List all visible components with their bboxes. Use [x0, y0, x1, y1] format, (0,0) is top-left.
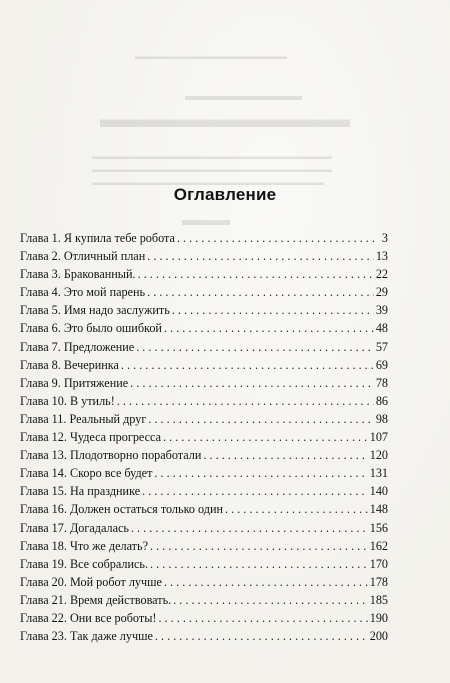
toc-entry-title: Глава 16. Должен остаться только один — [20, 502, 224, 517]
toc-leader-dots — [142, 482, 368, 500]
show-through-line: ▬▬▬▬▬▬▬▬▬▬▬▬▬▬▬▬▬▬▬▬▬▬▬▬▬▬▬▬▬ — [92, 178, 324, 187]
toc-entry-title: Глава 12. Чудеса прогресса — [20, 430, 162, 445]
toc-entry — [20, 482, 388, 500]
toc-entry — [20, 319, 388, 337]
toc-leader-dots — [147, 247, 374, 265]
toc-entry — [20, 356, 388, 374]
toc-leader-dots — [131, 519, 368, 537]
toc-entry-page: 156 — [369, 520, 388, 535]
toc-entry-title: Глава 11. Реальный друг — [20, 411, 147, 426]
toc-leader-dots — [177, 229, 376, 247]
toc-leader-dots — [158, 609, 367, 627]
toc-leader-dots — [164, 319, 374, 337]
toc-entry-title: Глава 7. Предложение — [20, 339, 135, 354]
toc-entry-title: Глава 3. Бракованный. — [20, 267, 136, 282]
toc-entry-page: 78 — [375, 375, 388, 390]
toc-leader-dots — [150, 555, 368, 573]
toc-entry — [20, 283, 388, 301]
toc-leader-dots — [148, 410, 373, 428]
toc-leader-dots — [117, 392, 374, 410]
toc-leader-dots — [121, 356, 374, 374]
toc-entry-title: Глава 6. Это было ошибкой — [20, 321, 162, 336]
toc-leader-dots — [172, 301, 374, 319]
show-through-line: ▬▬▬▬▬▬▬▬▬ — [185, 88, 302, 103]
toc-entry-page: 120 — [369, 448, 388, 463]
toc-entry-page: 190 — [369, 610, 388, 625]
toc-entry-page: 200 — [369, 629, 388, 644]
toc-entry — [20, 247, 388, 265]
toc-leader-dots — [154, 464, 367, 482]
toc-entry-page: 22 — [375, 267, 388, 282]
toc-entry — [20, 591, 388, 609]
toc-entry-page: 48 — [375, 321, 388, 336]
table-of-contents — [20, 229, 388, 645]
toc-entry-title: Глава 8. Вечеринка — [20, 357, 119, 372]
show-through-line: ▬▬▬ — [182, 212, 230, 229]
toc-entry-title: Глава 15. На празднике — [20, 484, 141, 499]
toc-entry — [20, 500, 388, 518]
toc-entry — [20, 301, 388, 319]
toc-entry — [20, 519, 388, 537]
toc-entry — [20, 410, 388, 428]
page-title: Оглавление — [173, 185, 277, 204]
toc-entry — [20, 338, 388, 356]
toc-entry-page: 140 — [369, 484, 388, 499]
toc-entry-title: Глава 4. Это мой парень — [20, 285, 146, 300]
show-through-line: ▬▬▬▬▬▬▬▬▬▬▬▬▬▬▬▬▬▬▬ — [135, 52, 287, 61]
toc-entry-title: Глава 1. Я купила тебе робота — [20, 231, 175, 245]
toc-entry-page: 39 — [375, 303, 388, 318]
toc-leader-dots — [155, 627, 368, 645]
toc-entry-page: 178 — [369, 574, 388, 589]
toc-entry — [20, 609, 388, 627]
toc-entry — [20, 374, 388, 392]
toc-leader-dots — [164, 573, 368, 591]
toc-entry-page: 148 — [369, 502, 388, 517]
toc-entry-page: 86 — [375, 393, 388, 408]
toc-entry-title: Глава 13. Плодотворно поработали — [20, 448, 202, 463]
toc-entry-page: 3 — [381, 231, 388, 245]
toc-entry-title: Глава 18. Что же делать? — [20, 538, 148, 553]
toc-entry-title: Глава 5. Имя надо заслужить — [20, 303, 170, 318]
toc-leader-dots — [173, 591, 368, 609]
toc-entry — [20, 537, 388, 555]
toc-entry — [20, 446, 388, 464]
toc-entry — [20, 627, 388, 645]
toc-entry-page: 170 — [369, 556, 388, 571]
toc-entry-title: Глава 9. Притяжение — [20, 375, 129, 390]
toc-entry — [20, 464, 388, 482]
toc-leader-dots — [225, 500, 368, 518]
toc-entry-page: 13 — [375, 249, 388, 264]
toc-entry-page: 185 — [369, 592, 388, 607]
toc-entry-title: Глава 23. Так даже лучше — [20, 629, 153, 644]
toc-entry-title: Глава 14. Скоро все будет — [20, 466, 153, 481]
toc-leader-dots — [203, 446, 367, 464]
toc-leader-dots — [136, 338, 374, 356]
toc-leader-dots — [138, 265, 374, 283]
show-through-line: ▬▬▬▬▬▬▬▬▬▬ — [100, 106, 350, 133]
toc-entry-title: Глава 2. Отличный план — [20, 249, 146, 264]
toc-entry — [20, 265, 388, 283]
show-through-line: ▬▬▬▬▬▬▬▬▬▬▬▬▬▬▬▬▬▬▬▬▬▬▬▬▬▬▬▬▬▬ — [92, 152, 332, 161]
toc-entry — [20, 555, 388, 573]
toc-entry-page: 29 — [375, 285, 388, 300]
show-through-line: ▬▬▬▬▬▬▬▬▬▬▬▬▬▬▬▬▬▬▬▬▬▬▬▬▬▬▬▬▬▬ — [92, 165, 332, 174]
toc-entry — [20, 428, 388, 446]
toc-entry-page: 98 — [375, 411, 388, 426]
toc-entry-title: Глава 20. Мой робот лучше — [20, 574, 162, 589]
toc-entry-page: 131 — [369, 466, 388, 481]
toc-entry-title: Глава 19. Все собрались. — [20, 556, 149, 571]
toc-entry-title: Глава 21. Время действовать. — [20, 592, 172, 607]
toc-entry-page: 69 — [375, 357, 388, 372]
toc-entry — [20, 229, 388, 247]
toc-leader-dots — [130, 374, 374, 392]
toc-leader-dots — [147, 283, 374, 301]
toc-entry-title: Глава 10. В утиль! — [20, 393, 115, 408]
toc-entry-page: 162 — [369, 538, 388, 553]
toc-entry-page: 107 — [369, 430, 388, 445]
toc-entry — [20, 392, 388, 410]
toc-entry-title: Глава 22. Они все роботы! — [20, 610, 157, 625]
toc-leader-dots — [150, 537, 368, 555]
toc-entry-page: 57 — [375, 339, 388, 354]
toc-entry — [20, 573, 388, 591]
toc-entry-title: Глава 17. Догадалась — [20, 520, 129, 535]
toc-leader-dots — [163, 428, 368, 446]
